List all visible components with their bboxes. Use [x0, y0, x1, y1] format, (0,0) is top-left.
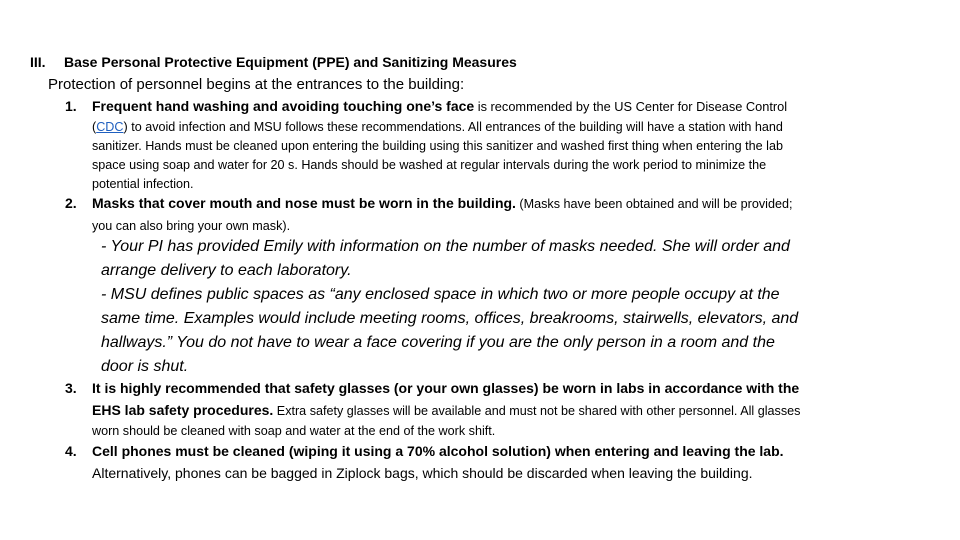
- item-text: Extra safety glasses will be available and must not be shared with other personnel. All glasses: [273, 404, 801, 418]
- item-text: is recommended by the US Center for Disease Control: [474, 99, 788, 114]
- item-number: 3.: [65, 380, 77, 396]
- item-bold-text: Masks that cover mouth and nose must be worn in the building.: [92, 195, 516, 211]
- item-bold-text: EHS lab safety procedures.: [92, 402, 274, 418]
- item-bold-text: Cell phones must be cleaned (wiping it using a 70% alcohol solution) when entering and leaving the lab.: [92, 443, 784, 459]
- list-item-3-line3: worn should be cleaned with soap and water at the end of the work shift.: [92, 424, 496, 438]
- mask-note-line-4: same time. Examples would include meeting rooms, offices, breakrooms, stairwells, elevators, and: [101, 310, 799, 327]
- list-item-2-line2: you can also bring your own mask).: [92, 219, 291, 233]
- item-text: ) to avoid infection and MSU follows these recommendations. All entrances of the building will have a station with hand: [123, 120, 783, 134]
- list-item-2-line1: [65, 195, 792, 211]
- intro-text: Protection of personnel begins at the entrances to the building:: [48, 76, 465, 93]
- list-item-4-line2: Alternatively, phones can be bagged in Ziplock bags, which should be discarded when leaving the building.: [92, 465, 753, 481]
- cdc-link[interactable]: CDC: [96, 120, 124, 134]
- list-item-3-line2: [92, 402, 800, 418]
- mask-note-line-3: - MSU defines public spaces as “any enclosed space in which two or more people occupy at the: [101, 286, 780, 303]
- item-number: 4.: [65, 443, 77, 459]
- list-item-4-line1: [65, 443, 784, 459]
- item-bold-text: Frequent hand washing and avoiding touching one’s face: [92, 98, 475, 114]
- section-numeral: III.: [30, 54, 46, 70]
- item-text: (Masks have been obtained and will be provided;: [515, 197, 793, 211]
- list-item-1-line2: [92, 118, 783, 137]
- mask-note-line-5: hallways.” You do not have to wear a face covering if you are the only person in a room and the: [101, 334, 775, 351]
- mask-note-line-6: door is shut.: [101, 358, 189, 375]
- mask-note-line-1: - Your PI has provided Emily with information on the number of masks needed. She will order and: [101, 238, 790, 255]
- list-item-1-line5: potential infection.: [92, 177, 194, 191]
- item-bold-text: It is highly recommended that safety glasses (or your own glasses) be worn in labs in accordance with the: [92, 380, 800, 396]
- list-item-1-line4: space using soap and water for 20 s. Hands should be washed at regular intervals during the work period to minimize the: [92, 158, 767, 172]
- section-title: Base Personal Protective Equipment (PPE) and Sanitizing Measures: [64, 54, 517, 70]
- item-number: 2.: [65, 195, 77, 211]
- section-heading: [30, 54, 517, 70]
- paren: (: [92, 120, 97, 134]
- list-item-1-line1: [65, 98, 787, 114]
- list-item-3-line1: [65, 380, 799, 396]
- mask-note-line-2: arrange delivery to each laboratory.: [101, 262, 352, 279]
- item-number: 1.: [65, 98, 77, 114]
- list-item-1-line3: sanitizer. Hands must be cleaned upon entering the building using this sanitizer and washed first thing when entering the lab: [92, 139, 783, 153]
